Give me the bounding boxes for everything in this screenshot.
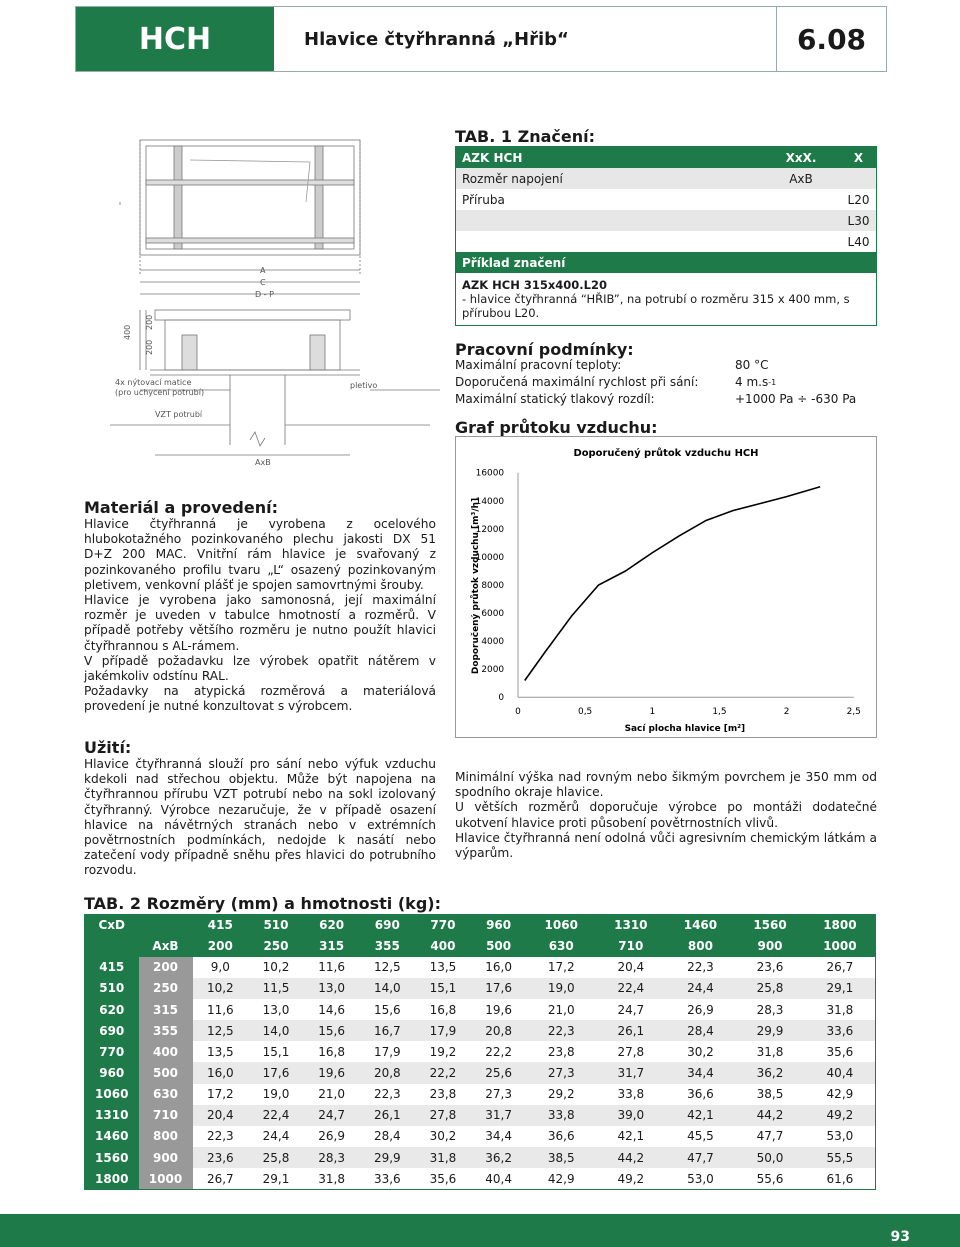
material-paragraph: V případě požadavku lze výrobek opatřit nátěrem v jakémkoliv odstínu RAL. (84, 653, 436, 684)
table-cell: 1000 (139, 1168, 193, 1189)
table-cell: 31,7 (596, 1062, 666, 1083)
table-cell: 690 (85, 1020, 139, 1041)
table-cell: 31,8 (415, 1147, 471, 1168)
table-cell: 12,5 (359, 957, 415, 978)
x-tick-label: 0 (515, 707, 521, 718)
y-tick-label: 16000 (475, 468, 505, 479)
table-cell: 36,2 (471, 1147, 527, 1168)
y-tick-label: 0 (498, 693, 505, 704)
table-cell: 13,0 (248, 999, 304, 1020)
table-cell: 16,8 (415, 999, 471, 1020)
usage-section (84, 738, 436, 879)
table-cell: 1560 (85, 1147, 139, 1168)
tab1-row (456, 168, 876, 189)
table-cell: 42,9 (526, 1168, 596, 1189)
material-section (84, 498, 436, 715)
tab1-cell: XxX. (785, 150, 817, 165)
table-cell: 26,9 (304, 1126, 360, 1147)
table-cell: 710 (139, 1105, 193, 1126)
table-cell: 17,9 (359, 1041, 415, 1062)
table-cell: 24,7 (304, 1105, 360, 1126)
table-cell: 250 (139, 978, 193, 999)
table-cell: 14,0 (359, 978, 415, 999)
table-cell: 17,6 (471, 978, 527, 999)
table-cell: 1560 (735, 915, 805, 936)
page-title: Hlavice čtyřhranná „Hřib“ (304, 28, 569, 50)
note-paragraph: U větších rozměrů doporučuje výrobce po montáži dodatečné ukotvení hlavice proti působení povětrnostních vlivů. (455, 800, 877, 830)
airflow-series-line (525, 487, 820, 681)
table-cell: 16,0 (193, 1062, 249, 1083)
table-cell: 11,6 (193, 999, 249, 1020)
table-cell: 31,8 (304, 1168, 360, 1189)
table-cell: 23,6 (193, 1147, 249, 1168)
tab1-cell: X (853, 150, 864, 165)
table-cell: 415 (193, 915, 249, 936)
table-cell: 53,0 (805, 1126, 876, 1147)
table-cell: 23,6 (735, 957, 805, 978)
airflow-chart (455, 436, 877, 738)
section-number: 6.08 (776, 7, 886, 71)
dimensions-table (84, 914, 876, 1190)
table-cell: 19,0 (526, 978, 596, 999)
table-row (85, 1041, 876, 1062)
table-cell: 1800 (805, 915, 876, 936)
usage-title: Užití: (84, 738, 132, 757)
technical-drawing (110, 130, 440, 475)
table-cell: 26,7 (193, 1168, 249, 1189)
table-cell: 39,0 (596, 1105, 666, 1126)
table-cell: 28,3 (735, 999, 805, 1020)
table-cell: 36,2 (735, 1062, 805, 1083)
table-cell: 29,9 (359, 1147, 415, 1168)
table-cell: 19,0 (248, 1084, 304, 1105)
table-cell: 400 (415, 936, 471, 957)
table-cell: 24,4 (248, 1126, 304, 1147)
table-cell: 510 (85, 978, 139, 999)
table-cell: 9,0 (193, 957, 249, 978)
table-cell: 900 (139, 1147, 193, 1168)
table-cell: 15,6 (359, 999, 415, 1020)
x-tick-label: 1,5 (712, 707, 727, 718)
table-cell: 55,6 (735, 1168, 805, 1189)
table-cell: 44,2 (596, 1147, 666, 1168)
table-cell: 26,9 (666, 999, 736, 1020)
working-conditions-title: Pracovní podmínky: (455, 340, 634, 359)
table-row (85, 999, 876, 1020)
table-cell: 22,4 (248, 1105, 304, 1126)
condition-row: Maximální statický tlakový rozdíl: +1000 Pa ÷ -630 Pa (455, 392, 857, 406)
table-cell: 17,2 (193, 1084, 249, 1105)
table-cell: 13,5 (415, 957, 471, 978)
table-row (85, 1062, 876, 1083)
table-cell: 23,8 (415, 1084, 471, 1105)
table-cell: 31,8 (735, 1041, 805, 1062)
table-cell: 1460 (666, 915, 736, 936)
table-row (85, 1168, 876, 1189)
table-cell: 22,3 (666, 957, 736, 978)
tab1-row (456, 231, 876, 252)
tab1-title: TAB. 1 Značení: (455, 127, 595, 146)
table-cell: 315 (139, 999, 193, 1020)
table-cell: 200 (193, 936, 249, 957)
table-cell: 35,6 (415, 1168, 471, 1189)
note-paragraph: Hlavice čtyřhranná není odolná vůči agresivním chemickým látkám a výparům. (455, 830, 877, 861)
table-cell: 26,1 (359, 1105, 415, 1126)
y-tick-label: 10000 (475, 552, 505, 563)
table-cell: 28,4 (666, 1020, 736, 1041)
table-row (85, 978, 876, 999)
dim-a-label: A (260, 266, 266, 275)
table-cell: 250 (248, 936, 304, 957)
table-cell: 33,8 (526, 1105, 596, 1126)
table-cell: 25,8 (248, 1147, 304, 1168)
table-cell: 400 (139, 1041, 193, 1062)
page-footer (0, 1214, 960, 1247)
material-paragraph: Hlavice čtyřhranná je vyrobena z ocelového hlubokotažného pozinkovaného plechu jakosti DX 51 D+Z 200 MAC. Vnitřní rám hlavice je svařovaný z pozinkovaného profilu tvaru „L“ osazený pozinkovaným pletivem, venkovní plášť je spojen samovrtnými šrouby. (84, 517, 436, 592)
graph-title: Graf průtoku vzduchu: (455, 418, 658, 437)
table-cell: 34,4 (666, 1062, 736, 1083)
table-cell: 510 (248, 915, 304, 936)
table-cell: 710 (596, 936, 666, 957)
tab1-cell: L20 (847, 192, 870, 207)
y-tick-label: 4000 (481, 637, 505, 648)
table-cell: 1310 (85, 1105, 139, 1126)
nut-label: 4x nýtovací matice (115, 378, 192, 387)
table-cell: 47,7 (735, 1126, 805, 1147)
table-cell: 25,6 (471, 1062, 527, 1083)
tab1-cell: L40 (847, 234, 870, 249)
tab1-row (456, 189, 876, 210)
table-row (85, 1126, 876, 1147)
page-number: 93 (890, 1229, 910, 1245)
x-axis-label: Sací plocha hlavice [m²] (624, 724, 746, 735)
table-cell: 19,6 (471, 999, 527, 1020)
table-cell: 24,4 (666, 978, 736, 999)
table-cell: 40,4 (471, 1168, 527, 1189)
nut-label-2: (pro uchycení potrubí) (115, 388, 205, 397)
table-cell: 12,5 (193, 1020, 249, 1041)
table-cell: 14,0 (248, 1020, 304, 1041)
table-cell: 21,0 (526, 999, 596, 1020)
table-cell: 25,8 (735, 978, 805, 999)
table-cell: 500 (139, 1062, 193, 1083)
table-cell: 10,2 (193, 978, 249, 999)
y-tick-label: 14000 (475, 496, 505, 507)
note-paragraph: Minimální výška nad rovným nebo šikmým povrchem je 350 mm od spodního okraje hlavice. (455, 770, 877, 800)
table-cell: 16,7 (359, 1020, 415, 1041)
y-tick-label: 6000 (481, 609, 505, 620)
table-cell: 26,7 (805, 957, 876, 978)
table-cell: 13,5 (193, 1041, 249, 1062)
mesh-label: pletivo (350, 381, 378, 390)
table-cell: 800 (139, 1126, 193, 1147)
table-header-row (85, 915, 876, 936)
table-cell: 630 (526, 936, 596, 957)
table-cell: 24,7 (596, 999, 666, 1020)
table-cell: 770 (415, 915, 471, 936)
table-cell: 690 (359, 915, 415, 936)
dim-200b-label: 200 (145, 314, 154, 330)
table-cell: 53,0 (666, 1168, 736, 1189)
table-cell: 49,2 (805, 1105, 876, 1126)
table-cell: 500 (471, 936, 527, 957)
table-cell (139, 915, 193, 936)
table-header-row (85, 936, 876, 957)
table-row (85, 1020, 876, 1041)
material-paragraph: Hlavice je vyrobena jako samonosná, její maximální rozměr je uveden v tabulce hmotností a rozměrů. V případě potřeby většího rozměru je nutno použít hlavici čtyřhrannou s AL-rámem. (84, 593, 436, 653)
x-tick-label: 2,5 (846, 707, 861, 718)
condition-row: Maximální pracovní teploty: 80 °C (455, 358, 769, 372)
dim-c-label: C (260, 278, 266, 287)
table-row (85, 1147, 876, 1168)
table-cell: 800 (666, 936, 736, 957)
vzt-label: VZT potrubí (155, 410, 203, 419)
table-cell: 44,2 (735, 1105, 805, 1126)
table-cell: 36,6 (526, 1126, 596, 1147)
table-cell: 19,6 (304, 1062, 360, 1083)
table-row (85, 957, 876, 978)
table-cell: 36,6 (666, 1084, 736, 1105)
table-cell: 13,0 (304, 978, 360, 999)
table-cell: 620 (85, 999, 139, 1020)
table-cell: 1000 (805, 936, 876, 957)
tab1-example-text: - hlavice čtyřhranná “HŘIB”, na potrubí o rozměru 315 x 400 mm, s přírubou L20. (462, 292, 850, 320)
table-cell: 315 (304, 936, 360, 957)
table-cell: 11,5 (248, 978, 304, 999)
table-cell: 27,3 (526, 1062, 596, 1083)
tab1-example-code: AZK HCH 315x400.L20 (462, 278, 607, 292)
table-cell: 11,6 (304, 957, 360, 978)
table-cell: AxB (139, 936, 193, 957)
y-axis-label: Doporučený průtok vzduchu [m³/h] (471, 497, 482, 675)
table-row (85, 1105, 876, 1126)
table-cell: 22,3 (526, 1020, 596, 1041)
table-cell: 19,2 (415, 1041, 471, 1062)
table-cell: 15,1 (248, 1041, 304, 1062)
table-cell: 1310 (596, 915, 666, 936)
table-cell: 20,8 (359, 1062, 415, 1083)
table-cell: 21,0 (304, 1084, 360, 1105)
table-cell: 33,6 (359, 1168, 415, 1189)
x-tick-label: 2 (783, 707, 790, 718)
table-cell: 33,8 (596, 1084, 666, 1105)
table-cell: 355 (359, 936, 415, 957)
table-cell: 28,4 (359, 1126, 415, 1147)
table-cell: 900 (735, 936, 805, 957)
table-cell: 20,4 (193, 1105, 249, 1126)
tab1-cell: L30 (847, 213, 870, 228)
table-cell (85, 936, 139, 957)
chart-title: Doporučený průtok vzduchu HCH (573, 447, 759, 459)
table-cell: 355 (139, 1020, 193, 1041)
table-cell: 22,3 (359, 1084, 415, 1105)
table-cell: 620 (304, 915, 360, 936)
table-cell: 38,5 (526, 1147, 596, 1168)
table-cell: 22,3 (193, 1126, 249, 1147)
table-cell: 200 (139, 957, 193, 978)
table-cell: 31,7 (471, 1105, 527, 1126)
table-cell: 16,0 (471, 957, 527, 978)
material-title: Materiál a provedení: (84, 498, 279, 517)
table-cell: 28,3 (304, 1147, 360, 1168)
table-cell: 15,1 (415, 978, 471, 999)
table-cell: 15,6 (304, 1020, 360, 1041)
x-tick-label: 1 (649, 707, 656, 718)
tab1-cell: Příruba (462, 192, 505, 207)
product-code: HCH (76, 7, 274, 71)
table-cell: 22,4 (596, 978, 666, 999)
usage-paragraph: Hlavice čtyřhranná slouží pro sání nebo výfuk vzduchu kdekoli nad střechou objektu. Může být napojena na čtyřhrannou přírubu VZT potrubí nebo na sokl izolovaný čtyřhranný. Výrobce nezaručuje, že v případě osazení hlavice na návětrných stranách nebo v extrémních povětrnostních podmínkách, nedojde k nasátí nebo zatečení vody případně sněhu přes hlavici do potrubního rozvodu. (84, 757, 436, 878)
tab1-row (456, 147, 876, 168)
table-cell: 30,2 (415, 1126, 471, 1147)
x-tick-label: 0,5 (578, 707, 593, 718)
table-cell: 960 (85, 1062, 139, 1083)
table-cell: 27,8 (596, 1041, 666, 1062)
tab1-row (456, 252, 876, 273)
y-tick-label: 2000 (481, 665, 505, 676)
table-cell: 1460 (85, 1126, 139, 1147)
condition-row: Doporučená maximální rychlost při sání: 4 m.s -1 (455, 375, 777, 389)
table-cell: 35,6 (805, 1041, 876, 1062)
table-row (85, 1084, 876, 1105)
table-cell: CxD (85, 915, 139, 936)
tab1-cell: AZK HCH (462, 150, 523, 165)
table-cell: 20,4 (596, 957, 666, 978)
table-cell: 27,3 (471, 1084, 527, 1105)
tab1-table (455, 146, 877, 326)
table-cell: 40,4 (805, 1062, 876, 1083)
table-cell: 14,6 (304, 999, 360, 1020)
table-cell: 22,2 (415, 1062, 471, 1083)
table-cell: 29,1 (805, 978, 876, 999)
tab1-cell: Příklad značení (462, 255, 566, 270)
table-cell: 22,2 (471, 1041, 527, 1062)
table-cell: 49,2 (596, 1168, 666, 1189)
table-cell: 960 (471, 915, 527, 936)
y-tick-label: 8000 (481, 580, 505, 591)
tab1-cell: AxB (789, 171, 813, 186)
y-tick-label: 12000 (475, 524, 505, 535)
table-cell: 55,5 (805, 1147, 876, 1168)
table-cell: 1060 (85, 1084, 139, 1105)
table-cell: 17,9 (415, 1020, 471, 1041)
tab1-cell: Rozměr napojení (462, 171, 563, 186)
table-cell: 29,9 (735, 1020, 805, 1041)
table-cell: 50,0 (735, 1147, 805, 1168)
table-cell: 630 (139, 1084, 193, 1105)
dim-200a-label: 200 (145, 339, 154, 355)
table-cell: 42,1 (666, 1105, 736, 1126)
dim-dp-label: D - P (255, 290, 274, 299)
page-header (75, 6, 887, 72)
tab1-row (456, 210, 876, 231)
table-cell: 42,1 (596, 1126, 666, 1147)
table-cell: 20,8 (471, 1020, 527, 1041)
table-cell: 38,5 (735, 1084, 805, 1105)
table-cell: 33,6 (805, 1020, 876, 1041)
table-cell: 29,1 (248, 1168, 304, 1189)
table-cell: 34,4 (471, 1126, 527, 1147)
table-cell: 42,9 (805, 1084, 876, 1105)
material-paragraph: Požadavky na atypická rozměrová a materiálová provedení je nutné konzultovat s výrobcem. (84, 684, 436, 714)
dim-400-label: 400 (123, 324, 132, 340)
table-cell: 17,2 (526, 957, 596, 978)
table-cell: 1060 (526, 915, 596, 936)
table-cell: 29,2 (526, 1084, 596, 1105)
table-cell: 30,2 (666, 1041, 736, 1062)
tab2-title: TAB. 2 Rozměry (mm) a hmotnosti (kg): (84, 894, 441, 913)
table-cell: 45,5 (666, 1126, 736, 1147)
table-cell: 10,2 (248, 957, 304, 978)
table-cell: 26,1 (596, 1020, 666, 1041)
table-cell: 415 (85, 957, 139, 978)
table-cell: 27,8 (415, 1105, 471, 1126)
table-cell: 17,6 (248, 1062, 304, 1083)
tab1-example (456, 273, 876, 325)
table-cell: 23,8 (526, 1041, 596, 1062)
table-cell: 47,7 (666, 1147, 736, 1168)
table-cell: 16,8 (304, 1041, 360, 1062)
working-conditions-list (455, 357, 856, 408)
table-cell: 1800 (85, 1168, 139, 1189)
table-cell: 31,8 (805, 999, 876, 1020)
table-cell: 770 (85, 1041, 139, 1062)
usage-notes (455, 770, 877, 861)
axb-label: AxB (255, 458, 271, 467)
table-cell: 61,6 (805, 1168, 876, 1189)
